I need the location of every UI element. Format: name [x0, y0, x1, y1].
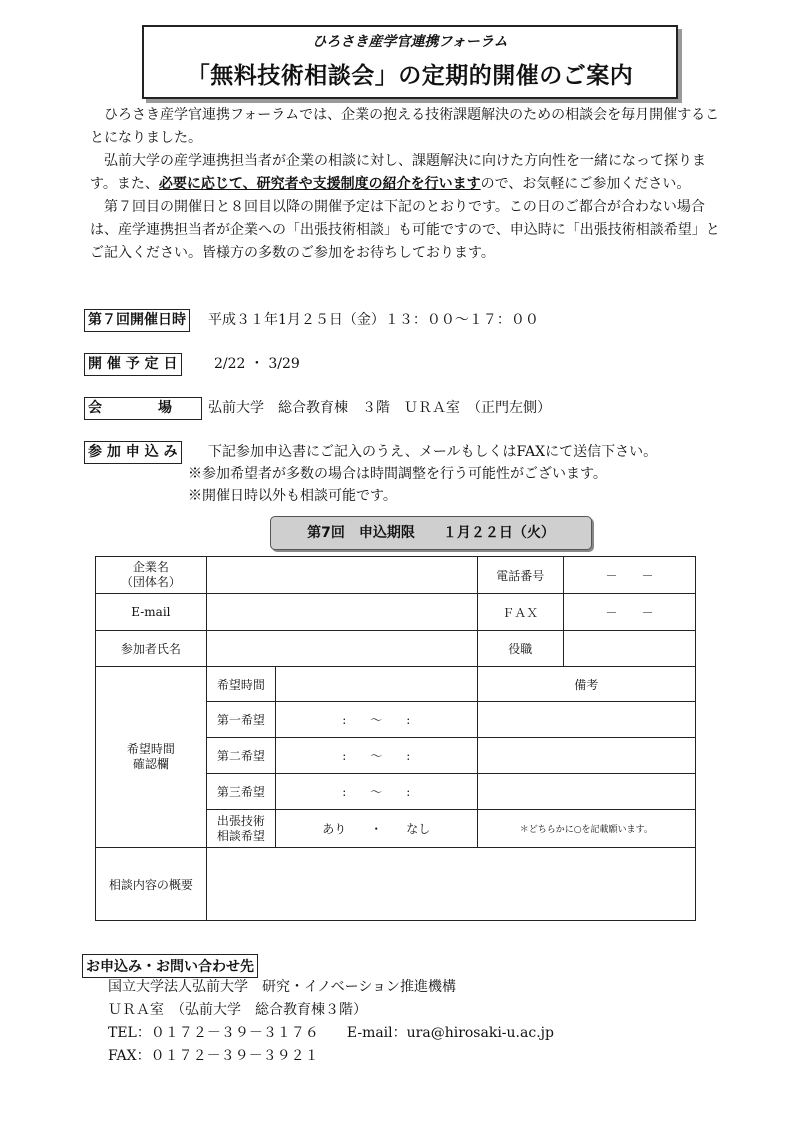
apply-value: 下記参加申込書にご記入のうえ、メールもしくはFAXにて送信下さい。	[208, 444, 658, 460]
email-field[interactable]	[206, 594, 477, 631]
contact-fax: FAX：０１７２－３９－３９２１	[108, 1048, 319, 1064]
apply-label: 参 加 申 込 み	[84, 441, 182, 464]
business-trip-label: 出張技術 相談希望	[206, 810, 275, 848]
choice-2-time-field[interactable]: : 〜 :	[275, 738, 477, 774]
intro-text	[90, 104, 720, 265]
choice-2-label: 第二希望	[206, 738, 275, 774]
emphasis-text: 必要に応じて、研究者や支援制度の紹介を行います	[158, 176, 481, 192]
date-value: 平成３１年1月２５日（金）１３：００～１７：００	[208, 312, 539, 328]
company-label: 企業名 （団体名）	[96, 557, 207, 594]
contact-heading: お申込み・お問い合わせ先	[82, 954, 258, 978]
choice-3-remarks-field[interactable]	[477, 774, 695, 810]
intro-paragraph-1: ひろさき産学官連携フォーラムでは、企業の抱える技術課題解決のための相談会を毎月開催することになりました。	[90, 107, 720, 146]
time-group-label: 希望時間 確認欄	[96, 667, 207, 848]
deadline-banner: 第7回 申込期限 １月２２日（火）	[270, 516, 592, 550]
position-label: 役職	[477, 631, 563, 667]
date-label: 第７回開催日時	[84, 309, 190, 332]
email-label: E-mail	[96, 594, 207, 631]
venue-value: 弘前大学 総合教育棟 ３階 ＵＲＡ室 （正門左側）	[208, 400, 551, 416]
page-title: 「無料技術相談会」の定期的開催のご案内	[186, 63, 634, 89]
plan-label: 開 催 予 定 日	[84, 353, 182, 376]
intro-paragraph-2: 弘前大学の産学連携担当者が企業の相談に対し、課題解決に向けた方向性を一緒になって探ります。また、必要に応じて、研究者や支援制度の紹介を行いますので、お気軽にご参加ください。	[90, 153, 706, 192]
fax-label: ＦＡＸ	[477, 594, 563, 631]
choice-1-label: 第一希望	[206, 702, 275, 738]
fax-field[interactable]: － －	[563, 594, 695, 631]
time-header-blank	[275, 667, 477, 702]
contact-tel-email: TEL：０１７２－３９－３１７６ E-mail：ura@hirosaki-u.ac.jp	[108, 1025, 554, 1041]
company-field[interactable]	[206, 557, 477, 594]
choice-3-time-field[interactable]: : 〜 :	[275, 774, 477, 810]
plan-value: 2/22 ・ 3/29	[214, 356, 300, 372]
position-field[interactable]	[563, 631, 695, 667]
phone-field[interactable]: － －	[563, 557, 695, 594]
participant-name-label: 参加者氏名	[96, 631, 207, 667]
business-trip-note: ＊どちらかに○を記載願います。	[477, 810, 695, 848]
phone-label: 電話番号	[477, 557, 563, 594]
application-form	[95, 556, 696, 921]
contact-office: ＵＲＡ室 （弘前大学 総合教育棟３階）	[108, 1002, 367, 1018]
title-box	[142, 25, 678, 99]
consultation-summary-field[interactable]	[206, 848, 695, 921]
choice-3-label: 第三希望	[206, 774, 275, 810]
choice-2-remarks-field[interactable]	[477, 738, 695, 774]
apply-note-1: ※参加希望者が多数の場合は時間調整を行う可能性がございます。	[188, 466, 607, 482]
choice-1-time-field[interactable]: : 〜 :	[275, 702, 477, 738]
time-header: 希望時間	[206, 667, 275, 702]
remarks-header: 備考	[477, 667, 695, 702]
choice-1-remarks-field[interactable]	[477, 702, 695, 738]
participant-name-field[interactable]	[206, 631, 477, 667]
business-trip-options[interactable]: あり ・ なし	[275, 810, 477, 848]
consultation-summary-label: 相談内容の概要	[96, 848, 207, 921]
apply-note-2: ※開催日時以外も相談可能です。	[188, 488, 397, 504]
intro-paragraph-3: 第７回目の開催日と８回目以降の開催予定は下記のとおりです。この日のご都合が合わない場合は、産学連携担当者が企業への「出張技術相談」も可能ですので、申込時に「出張技術相談希望」とご記入ください。皆様方の多数のご参加をお待ちしております。	[90, 199, 720, 261]
forum-subtitle: ひろさき産学官連携フォーラム	[312, 34, 508, 50]
contact-organization: 国立大学法人弘前大学 研究・イノベーション推進機構	[108, 979, 457, 995]
venue-label: 会 場	[84, 397, 202, 420]
